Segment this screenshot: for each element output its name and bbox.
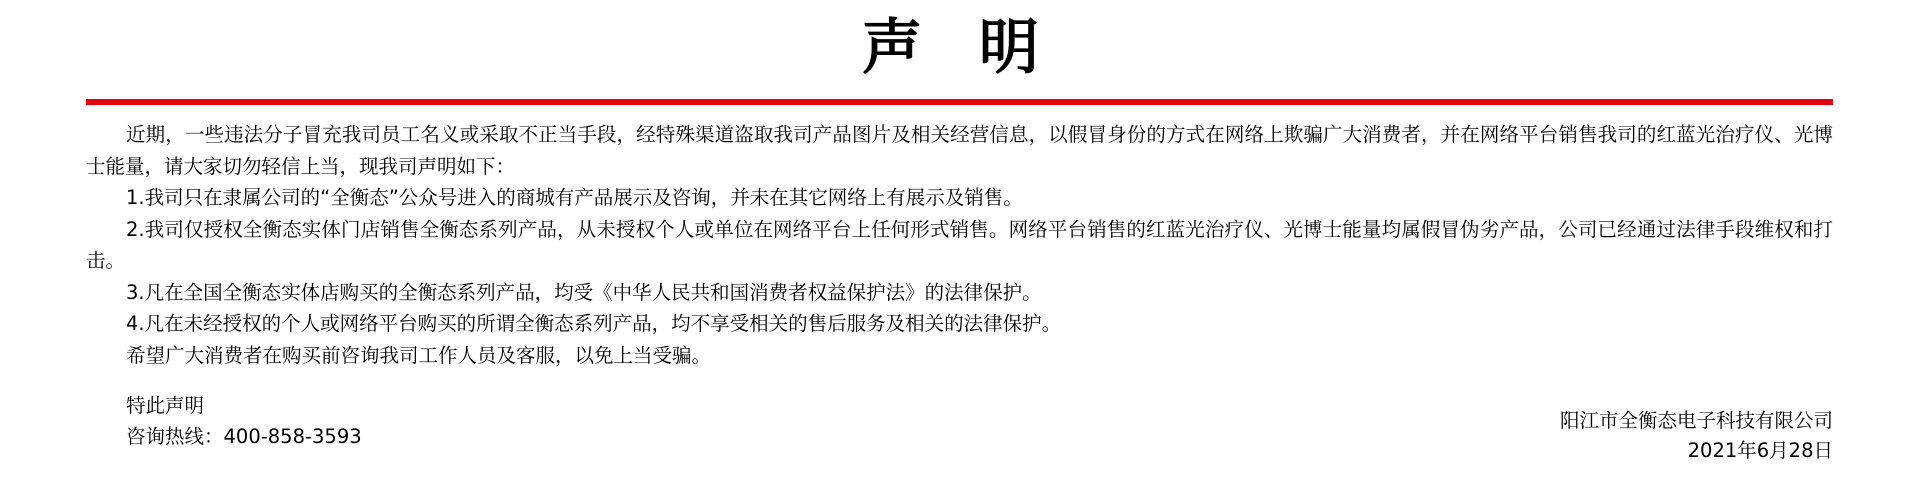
- paragraph-item-4: 4.凡在未经授权的个人或网络平台购买的所谓全衡态系列产品，均不享受相关的售后服务及相关的法律保护。: [126, 312, 1062, 336]
- title-divider: [86, 99, 1833, 105]
- page-title: 声 明: [862, 13, 1057, 83]
- paragraph-closing-advice: 希望广大消费者在购买前咨询我司工作人员及客服，以免上当受骗。: [126, 344, 712, 368]
- hotline-line: 咨询热线：400-858-3593: [126, 425, 362, 449]
- statement-date: 2021年6月28日: [1687, 438, 1833, 462]
- statement-body: [86, 119, 1833, 372]
- paragraph-item-2: 2.我司仅授权全衡态实体门店销售全衡态系列产品，从未授权个人或单位在网络平台上任何形式销售。网络平台销售的红蓝光治疗仪、光博士能量均属假冒伪劣产品，公司已经通过法律手段维权和打击。: [86, 217, 1833, 273]
- paragraph-intro: 近期，一些违法分子冒充我司员工名义或采取不正当手段，经特殊渠道盗取我司产品图片及相关经营信息，以假冒身份的方式在网络上欺骗广大消费者，并在网络平台销售我司的红蓝光治疗仪、光博士能量，请大家切勿轻信上当，现我司声明如下：: [86, 123, 1833, 178]
- paragraph-item-1: 1.我司只在隶属公司的“全衡态”公众号进入的商城有产品展示及咨询，并未在其它网络上有展示及销售。: [126, 186, 1023, 210]
- paragraph-item-3: 3.凡在全国全衡态实体店购买的全衡态系列产品，均受《中华人民共和国消费者权益保护法》的法律保护。: [126, 280, 1042, 304]
- closing-statement: 特此声明: [126, 393, 205, 417]
- body-spacer: [86, 372, 1833, 390]
- company-name: 阳江市全衡态电子科技有限公司: [1559, 408, 1833, 432]
- signature-block: [1560, 406, 1833, 466]
